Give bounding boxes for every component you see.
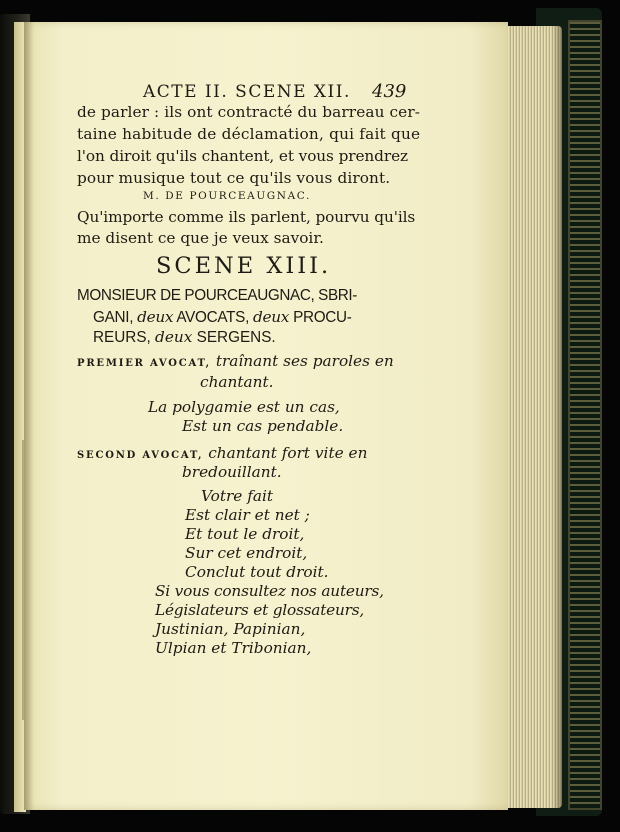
- cast-text: REURS,: [93, 329, 151, 346]
- cast-text: deux: [252, 308, 290, 326]
- text-line: l'on diroit qu'ils chantent, et vous prendrez: [77, 147, 408, 165]
- page-edges: [500, 26, 562, 808]
- stage-direction: bredouillant.: [182, 463, 282, 481]
- verse-line: Est un cas pendable.: [182, 417, 344, 435]
- speaker-name: PREMIER AVOCAT,: [77, 358, 211, 369]
- verse-line: Législateurs et glossateurs,: [155, 601, 365, 619]
- scene-title: SCENE XIII.: [156, 253, 332, 279]
- verse-line: Si vous consultez nos auteurs,: [155, 582, 384, 600]
- speaker-name: SECOND AVOCAT,: [77, 450, 204, 461]
- stage-direction: traînant ses paroles en: [215, 352, 394, 370]
- page-number: 439: [372, 81, 407, 102]
- cast-text: MONSIEUR DE POURCEAUGNAC, SBRI-: [77, 287, 357, 304]
- cast-text: GANI,: [93, 309, 134, 326]
- speaker-line: [77, 352, 394, 370]
- cover-border-ornament: [568, 20, 602, 810]
- cast-text: deux: [155, 328, 193, 346]
- verse-line: Justinian, Papinian,: [155, 620, 306, 638]
- cast-line: [93, 328, 276, 347]
- cast-text: PROCU-: [293, 309, 352, 326]
- text-line: me disent ce que je veux savoir.: [77, 229, 324, 247]
- verse-line: Sur cet endroit,: [185, 544, 308, 562]
- verse-line: Ulpian et Tribonian,: [155, 639, 312, 657]
- page-fold: [22, 440, 24, 720]
- cast-text: deux: [137, 308, 174, 326]
- verse-line: Conclut tout droit.: [185, 563, 329, 581]
- text-line: taine habitude de déclamation, qui fait que: [77, 125, 421, 143]
- stage-direction: chantant.: [200, 373, 274, 391]
- verse-line: Et tout le droit,: [185, 525, 305, 543]
- verse-line: Est clair et net ;: [185, 506, 310, 524]
- running-head: ACTE II. SCENE XII.: [143, 82, 351, 102]
- cast-text: AVOCATS,: [176, 309, 250, 326]
- cast-line: [93, 308, 352, 327]
- text-line: pour musique tout ce qu'ils vous diront.: [77, 169, 391, 187]
- cast-line: [77, 287, 357, 305]
- speaker-name: M. DE POURCEAUGNAC.: [143, 190, 311, 202]
- page-gutter-shadow: [24, 22, 34, 810]
- verse-line: La polygamie est un cas,: [148, 398, 340, 416]
- text-line: de parler : ils ont contracté du barreau cer-: [77, 103, 421, 121]
- verse-line: Votre fait: [201, 487, 274, 505]
- text-line: Qu'importe comme ils parlent, pourvu qu'ils: [77, 208, 416, 226]
- stage-direction: chantant fort vite en: [208, 444, 368, 462]
- speaker-line: [77, 444, 367, 462]
- cast-text: SERGENS.: [196, 329, 276, 346]
